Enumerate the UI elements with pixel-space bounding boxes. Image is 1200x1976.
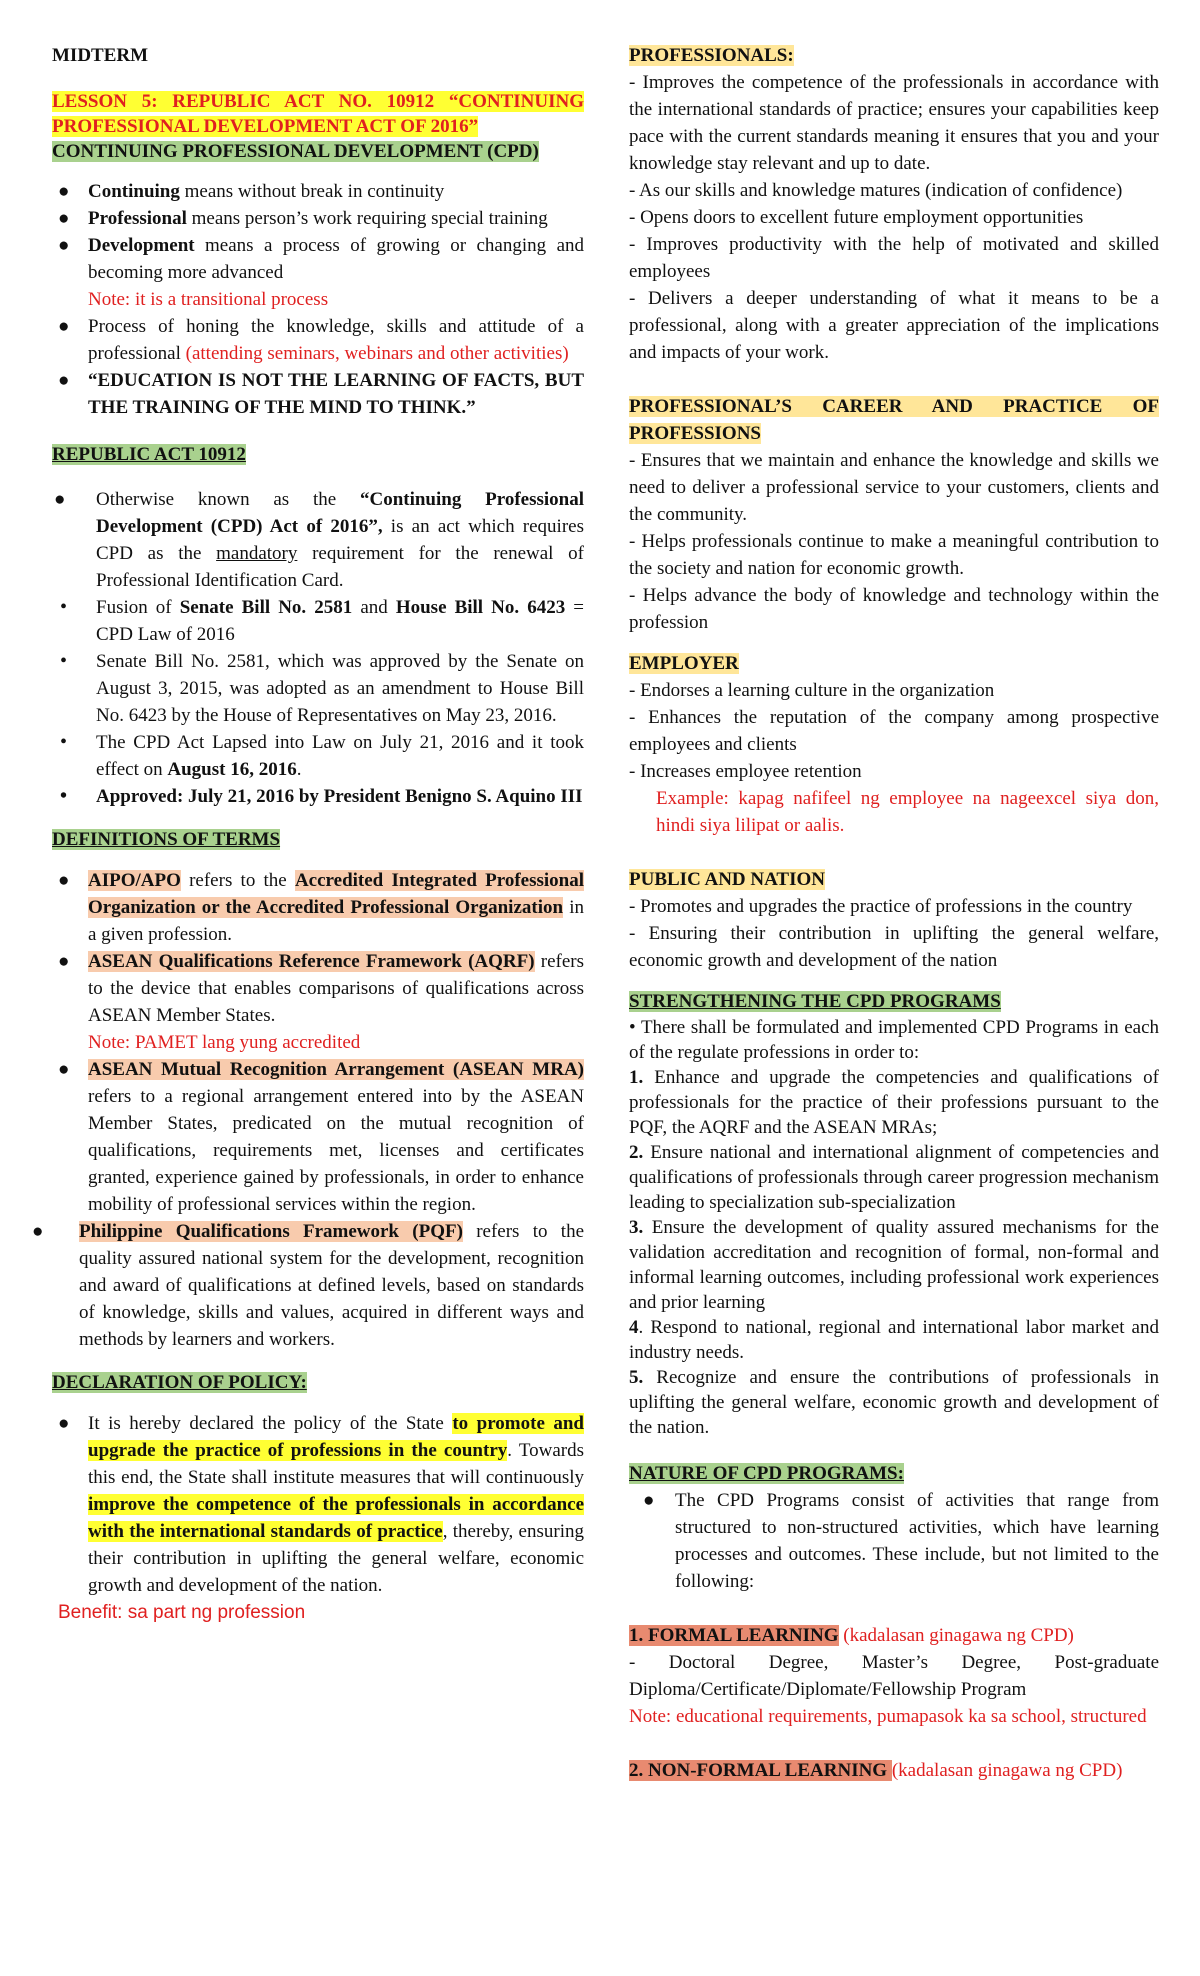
ra-bold: August 16, 2016 — [167, 759, 297, 780]
policy-highlight: to promote and upgrade the practice of professions in the country — [88, 1413, 584, 1461]
quote-bullet: ● “EDUCATION IS NOT THE LEARNING OF FACTS, BUT THE TRAINING OF THE MIND TO THINK.” — [52, 367, 584, 421]
def-bullet — [32, 1218, 584, 1353]
ra-text: Fusion of — [96, 597, 180, 618]
policy-heading-text: DECLARATION OF POLICY: — [52, 1372, 307, 1393]
bullet-glyph: • — [629, 1017, 641, 1038]
benefit-note: Benefit: sa part ng profession — [58, 1602, 306, 1623]
formal-text: - Doctoral Degree, Master’s Degree, Post-graduate Diploma/Certificate/Diplomate/Fellowship Program — [629, 1652, 1159, 1700]
nonformal-heading-text: 2. NON-FORMAL LEARNING — [629, 1760, 892, 1781]
def-heading — [52, 826, 584, 853]
bullet-term: Continuing — [88, 181, 180, 202]
career-item: - Helps advance the body of knowledge and technology within the profession — [629, 585, 1159, 633]
strength-heading-text: STRENGTHENING THE CPD PROGRAMS — [629, 991, 1001, 1012]
ra-bold: “Continuing Professional Development (CPD) Act of 2016”, — [96, 489, 584, 537]
policy-bullet — [52, 1410, 584, 1599]
policy-text: . Towards this end, the State shall institute measures that will continuously — [88, 1440, 584, 1488]
item-number: 2. — [629, 1142, 644, 1163]
strength-heading — [629, 988, 1159, 1015]
bullet-term: Professional — [88, 208, 187, 229]
lesson-title-text: LESSON 5: REPUBLIC ACT NO. 10912 “CONTINUING PROFESSIONAL DEVELOPMENT ACT OF 2016” — [52, 91, 584, 137]
def-bullet — [52, 867, 584, 948]
def-bullet — [52, 948, 584, 1029]
honing-text: Process of honing the knowledge, skills and attitude of a professional — [88, 316, 584, 364]
policy-heading — [52, 1369, 584, 1396]
def-text: refers to the device that enables comparisons of qualifications across ASEAN Member States. — [88, 951, 584, 1026]
item-number: 5. — [629, 1367, 644, 1388]
ra-bullet: • Approved: July 21, 2016 by President Benigno S. Aquino III — [52, 783, 584, 810]
def-bullet — [52, 1056, 584, 1218]
def-text: refers to the — [180, 870, 295, 891]
strength-item — [629, 1215, 1159, 1315]
def-text: in a given profession. — [88, 897, 585, 945]
cpd-bullet — [52, 178, 584, 205]
cpd-heading-text: CONTINUING PROFESSIONAL DEVELOPMENT (CPD) — [52, 141, 539, 162]
prof-item: - As our skills and knowledge matures (indication of confidence) — [629, 180, 1123, 201]
policy-text: It is hereby declared the policy of the State — [88, 1413, 453, 1434]
ra-text: and — [352, 597, 396, 618]
item-number: 4 — [629, 1317, 639, 1338]
strength-item — [629, 1365, 1159, 1440]
public-item: - Ensuring their contribution in uplifting the general welfare, economic growth and development of the nation — [629, 923, 1159, 971]
cpd-heading — [52, 139, 584, 164]
public-heading-text: PUBLIC AND NATION — [629, 869, 826, 890]
formal-heading-text: 1. FORMAL LEARNING — [629, 1625, 839, 1646]
career-item: - Ensures that we maintain and enhance the knowledge and skills we need to deliver a professional service to your customers, clients and the community. — [629, 450, 1159, 525]
midterm-label: MIDTERM — [52, 45, 149, 66]
career-heading-text: PROFESSIONAL’S CAREER AND PRACTICE OF PROFESSIONS — [629, 396, 1159, 444]
ra-text: The CPD Act Lapsed into Law on July 21, 2016 and it took effect on — [96, 732, 584, 780]
employer-heading-text: EMPLOYER — [629, 653, 739, 674]
prof-heading-text: PROFESSIONALS: — [629, 45, 794, 66]
item-text: Ensure national and international alignment of competencies and qualifications of professionals through career progression mechanism leading to specialization sub-specialization — [629, 1142, 1159, 1213]
def-text: refers to the quality assured national system for the development, recognition and award of qualifications at defined levels, based on standards of knowledge, skills and values, acquired in different ways and methods by learners and workers. — [79, 1221, 584, 1350]
ra-bold: Senate Bill No. 2581 — [179, 597, 353, 618]
career-heading — [629, 393, 1159, 447]
ra-text: requirement for the renewal of Professional Identification Card. — [96, 543, 584, 591]
nature-bullet: ● The CPD Programs consist of activities that range from structured to non-structured activities, which have learning processes and outcomes. These include, but not limited to the following: — [629, 1487, 1159, 1595]
item-text: Ensure the development of quality assured mechanisms for the validation accreditation and recognition of formal, non-formal and informal learning outcomes, including professional work experiences and prior learning — [629, 1217, 1159, 1313]
prof-item: - Improves the competence of the professionals in accordance with the international standards of practice; ensures your capabilities keep pace with the current standards meaning it ensures that you and your knowledge stay relevant and up to date. — [629, 72, 1159, 174]
bullet-text: means a process of growing or changing and becoming more advanced — [88, 235, 584, 283]
formal-note: (kadalasan ginagawa ng CPD) — [838, 1625, 1074, 1646]
prof-item: - Improves productivity with the help of motivated and skilled employees — [629, 234, 1159, 282]
cpd-bullet — [52, 205, 584, 232]
def-text: refers to a regional arrangement entered into by the ASEAN Member States, predicated on the mutual recognition of qualifications, requirements met, licenses and certificates granted, experience gained by professionals, in order to enhance mobility of professional services within the region. — [88, 1086, 584, 1215]
employer-item: - Enhances the reputation of the company among prospective employees and clients — [629, 707, 1159, 755]
ra-bullet: • Senate Bill No. 2581, which was approved by the Senate on August 3, 2015, was adopted as an amendment to House Bill No. 6423 by the House of Representatives on May 23, 2016. — [52, 648, 584, 729]
cpd-note: Note: it is a transitional process — [88, 289, 329, 310]
ra-bold: House Bill No. 6423 — [395, 597, 566, 618]
def-term: ASEAN Mutual Recognition Arrangement (ASEAN MRA) — [88, 1059, 584, 1080]
public-item: - Promotes and upgrades the practice of professions in the country — [629, 896, 1133, 917]
strength-intro-text: There shall be formulated and implemented CPD Programs in each of the regulate professions in order to: — [629, 1017, 1160, 1063]
item-number: 1. — [629, 1067, 644, 1088]
def-term: AIPO/APO — [88, 870, 181, 891]
right-column — [629, 42, 1159, 1784]
honing-bullet — [52, 313, 584, 367]
ra-bullet — [52, 486, 584, 594]
career-item: - Helps professionals continue to make a meaningful contribution to the society and nation for economic growth. — [629, 531, 1159, 579]
ra-bullet — [52, 729, 584, 783]
def-term: ASEAN Qualifications Reference Framework (AQRF) — [88, 951, 535, 972]
employer-item: - Endorses a learning culture in the organization — [629, 680, 995, 701]
policy-highlight: improve the competence of the professionals in accordance with the international standards of practice — [88, 1494, 584, 1542]
prof-item: - Opens doors to excellent future employment opportunities — [629, 207, 1084, 228]
formal-remark: Note: educational requirements, pumapasok ka sa school, structured — [629, 1706, 1147, 1727]
item-text: Enhance and upgrade the competencies and qualifications of professionals for the practice of their professions pursuant to the PQF, the AQRF and the ASEAN MRAs; — [629, 1067, 1159, 1138]
def-term: Philippine Qualifications Framework (PQF) — [79, 1221, 463, 1242]
strength-intro — [629, 1015, 1159, 1065]
aqrf-note: Note: PAMET lang yung accredited — [88, 1032, 361, 1053]
nonformal-note: (kadalasan ginagawa ng CPD) — [891, 1760, 1123, 1781]
def-term: Accredited Integrated Professional Organization or the Accredited Professional Organization — [88, 870, 584, 918]
ra-text: . — [296, 759, 302, 780]
ra-heading-text: REPUBLIC ACT 10912 — [52, 444, 246, 465]
nature-heading — [629, 1460, 1159, 1487]
policy-text: , thereby, ensuring their contribution in uplifting the general welfare, economic growth and development of the nation. — [88, 1521, 584, 1596]
ra-text: = CPD Law of 2016 — [96, 597, 584, 645]
employer-example: Example: kapag nafifeel ng employee na nageexcel siya don, hindi siya lilipat or aalis. — [656, 788, 1159, 836]
ra-text: Otherwise known as the — [96, 489, 360, 510]
prof-heading — [629, 42, 1159, 69]
strength-item — [629, 1140, 1159, 1215]
strength-item — [629, 1065, 1159, 1140]
public-heading — [629, 866, 1159, 893]
prof-item: - Delivers a deeper understanding of what it means to be a professional, along with a greater appreciation of the implications and impacts of your work. — [629, 288, 1159, 363]
item-text: . Respond to national, regional and international labor market and industry needs. — [629, 1317, 1159, 1363]
bullet-term: Development — [88, 235, 195, 256]
cpd-bullet — [52, 232, 584, 286]
strength-item — [629, 1315, 1159, 1365]
formal-heading — [629, 1622, 1159, 1649]
ra-bullet — [52, 594, 584, 648]
bullet-text: means without break in continuity — [179, 181, 445, 202]
item-text: Recognize and ensure the contributions of professionals in uplifting the general welfare, economic growth and development of the nation. — [629, 1367, 1159, 1438]
left-column — [52, 42, 584, 1626]
ra-text: is an act which requires CPD as the — [96, 516, 584, 564]
item-number: 3. — [629, 1217, 644, 1238]
def-heading-text: DEFINITIONS OF TERMS — [52, 829, 281, 850]
nonformal-heading — [629, 1757, 1159, 1784]
ra-heading — [52, 441, 584, 468]
nature-heading-text: NATURE OF CPD PROGRAMS: — [629, 1463, 904, 1484]
employer-item: - Increases employee retention — [629, 761, 862, 782]
honing-note: (attending seminars, webinars and other activities) — [185, 343, 569, 364]
employer-heading — [629, 650, 1159, 677]
ra-underline: mandatory — [216, 543, 298, 564]
lesson-title — [52, 89, 584, 139]
bullet-text: means person’s work requiring special training — [186, 208, 548, 229]
